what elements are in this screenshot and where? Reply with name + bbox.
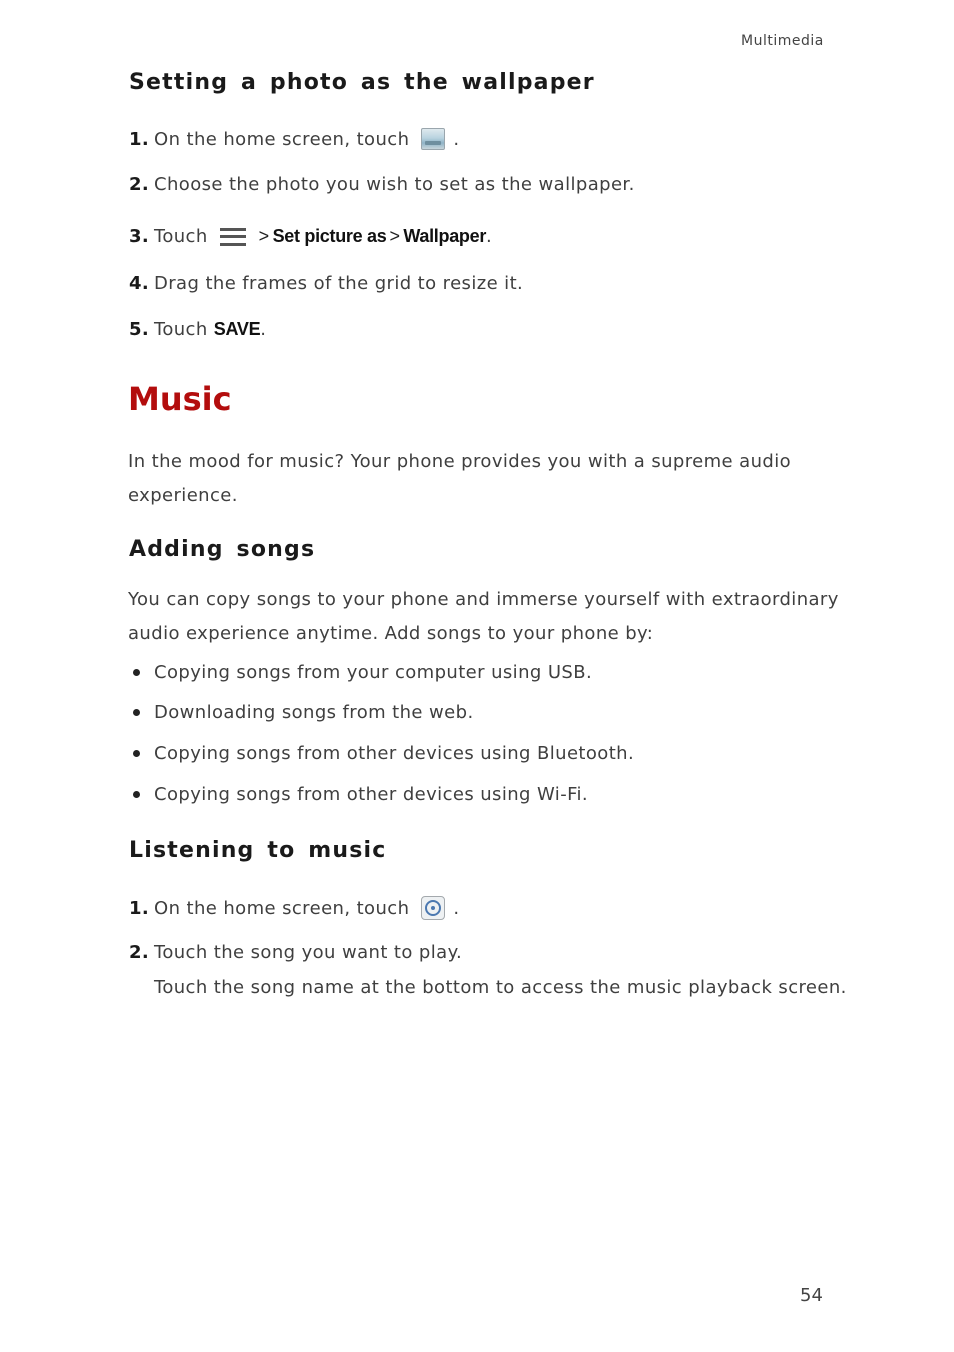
music-intro-line-1: In the mood for music? Your phone provides you with a supreme audio bbox=[128, 451, 792, 472]
ui-label-wallpaper: Wallpaper bbox=[403, 226, 487, 246]
menu-icon bbox=[220, 228, 246, 246]
step-punct: . bbox=[486, 226, 493, 247]
heading-listening: Listening to music bbox=[129, 838, 387, 863]
bullet-item bbox=[129, 702, 474, 723]
step-text: On the home screen, touch bbox=[154, 897, 410, 919]
step-text: Choose the photo you wish to set as the wallpaper. bbox=[154, 174, 635, 195]
bullet-text: Copying songs from your computer using USB. bbox=[154, 662, 593, 683]
step-text: Drag the frames of the grid to resize it. bbox=[154, 273, 524, 294]
step-punct: . bbox=[260, 319, 267, 340]
menu-separator: > bbox=[258, 226, 270, 246]
page-number: 54 bbox=[800, 1285, 823, 1306]
listening-step-2 bbox=[129, 942, 462, 963]
step-number: 5. bbox=[129, 319, 150, 340]
step-number: 1. bbox=[129, 128, 150, 150]
bullet-dot-icon bbox=[133, 750, 140, 757]
adding-para-line-1: You can copy songs to your phone and immerse yourself with extraordinary bbox=[128, 589, 839, 610]
wallpaper-step-2 bbox=[129, 174, 635, 195]
ui-label-save: SAVE bbox=[213, 319, 261, 339]
music-intro-line-2: experience. bbox=[128, 485, 238, 506]
bullet-text: Copying songs from other devices using Wi-Fi. bbox=[154, 784, 589, 805]
step-number: 2. bbox=[129, 174, 150, 195]
gallery-app-icon bbox=[421, 128, 445, 150]
bullet-text: Downloading songs from the web. bbox=[154, 702, 474, 723]
step-number: 3. bbox=[129, 226, 150, 247]
bullet-dot-icon bbox=[133, 669, 140, 676]
step-text: Touch bbox=[154, 226, 208, 247]
step-text: Touch the song you want to play. bbox=[154, 942, 463, 963]
wallpaper-step-1 bbox=[129, 128, 460, 150]
ui-label-set-picture-as: Set picture as bbox=[272, 226, 387, 246]
step-number: 1. bbox=[129, 897, 150, 919]
section-title-music: Music bbox=[128, 380, 232, 418]
bullet-text: Copying songs from other devices using Bluetooth. bbox=[154, 743, 635, 764]
bullet-dot-icon bbox=[133, 709, 140, 716]
listening-step-2-note: Touch the song name at the bottom to access the music playback screen. bbox=[154, 977, 847, 998]
step-number: 2. bbox=[129, 942, 150, 963]
bullet-item bbox=[129, 662, 592, 683]
step-text: Touch bbox=[154, 319, 208, 340]
menu-separator: > bbox=[389, 226, 401, 246]
step-punct: . bbox=[453, 897, 460, 919]
heading-wallpaper: Setting a photo as the wallpaper bbox=[129, 70, 595, 95]
wallpaper-step-3 bbox=[129, 226, 492, 247]
heading-adding-songs: Adding songs bbox=[129, 537, 316, 562]
step-punct: . bbox=[453, 128, 460, 150]
running-header: Multimedia bbox=[741, 33, 824, 49]
bullet-item bbox=[129, 784, 588, 805]
music-app-icon bbox=[421, 896, 445, 920]
step-number: 4. bbox=[129, 273, 150, 294]
wallpaper-step-4 bbox=[129, 273, 523, 294]
wallpaper-step-5 bbox=[129, 319, 266, 340]
step-text: On the home screen, touch bbox=[154, 128, 410, 150]
listening-step-1 bbox=[129, 896, 460, 920]
bullet-dot-icon bbox=[133, 791, 140, 798]
adding-para-line-2: audio experience anytime. Add songs to your phone by: bbox=[128, 623, 654, 644]
bullet-item bbox=[129, 743, 634, 764]
